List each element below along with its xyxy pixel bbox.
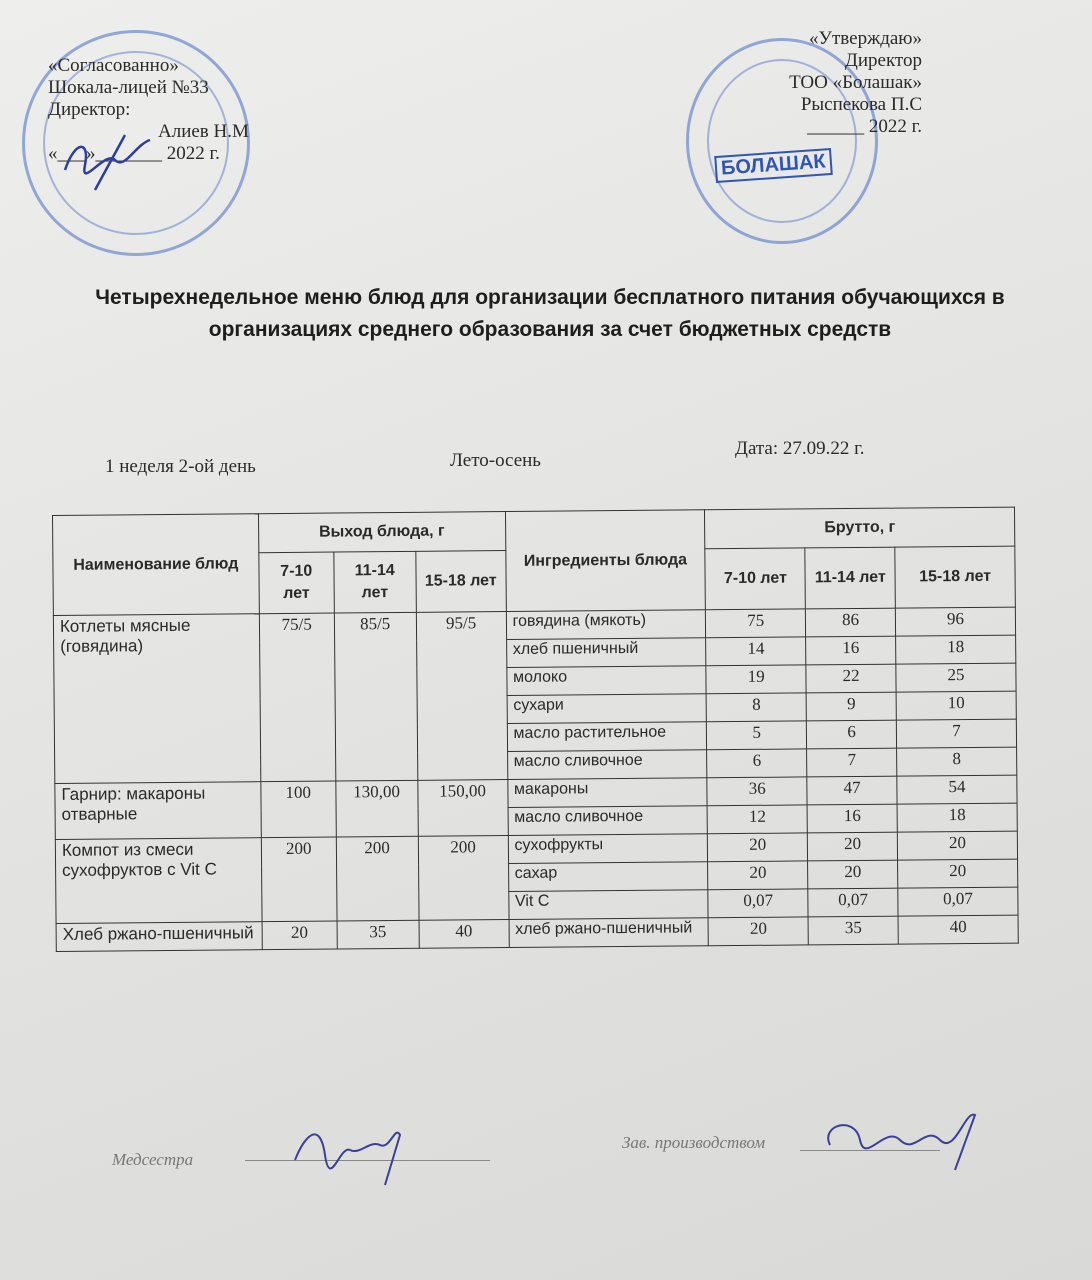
season: Лето-осень (450, 450, 541, 471)
approval-heading: «Утверждаю» (809, 28, 922, 49)
ingredient-gross: 75 (706, 609, 806, 638)
dish-yield: 150,00 (418, 780, 508, 837)
company-name: ТОО «Болашак» (789, 72, 922, 93)
dish-yield: 200 (261, 837, 337, 922)
dish-yield: 200 (336, 836, 419, 921)
ingredient-name: макароны (507, 778, 707, 808)
ingredient-gross: 0,07 (808, 888, 898, 917)
dish-yield: 40 (419, 920, 509, 949)
production-head-label: Зав. производством (622, 1133, 766, 1152)
dish-name: Компот из смеси сухофруктов с Vit C (55, 838, 262, 924)
ingredient-gross: 25 (896, 663, 1016, 692)
header-ingredients: Ингредиенты блюда (505, 510, 706, 612)
ingredient-name: масло сливочное (507, 750, 707, 780)
header-age: 15-18 лет (416, 551, 506, 613)
header-age: 11-14 лет (334, 551, 416, 613)
dish-name: Хлеб ржано-пшеничный (56, 922, 262, 952)
position-label: Директор: (48, 99, 131, 120)
ingredient-gross: 96 (895, 607, 1015, 636)
ingredient-gross: 86 (806, 608, 896, 637)
ingredient-name: молоко (506, 666, 706, 696)
ingredient-name: говядина (мякоть) (506, 610, 706, 640)
dish-yield: 20 (262, 921, 337, 950)
ingredient-gross: 22 (806, 664, 896, 693)
dish-yield: 85/5 (334, 612, 417, 781)
ingredient-name: хлеб ржано-пшеничный (509, 918, 709, 948)
ingredient-gross: 20 (708, 833, 808, 862)
ingredient-gross: 20 (898, 859, 1018, 888)
school-name: Шокала-лицей №33 (48, 77, 209, 98)
approval-heading: «Согласованно» (48, 55, 179, 76)
ingredient-gross: 6 (807, 720, 897, 749)
ingredient-gross: 8 (706, 693, 806, 722)
document-title: Четырехнедельное меню блюд для организации бесплатного питания обучающихся в организациях среднего образования за счет бюджетных средств (95, 286, 1005, 341)
ingredient-gross: 7 (896, 719, 1016, 748)
approval-date: «___»_______ 2022 г. (48, 143, 220, 164)
ingredient-gross: 20 (808, 860, 898, 889)
dish-yield: 95/5 (416, 612, 507, 781)
header-age: 7-10 лет (259, 552, 334, 614)
dish-yield: 200 (418, 836, 509, 921)
ingredient-gross: 12 (707, 805, 807, 834)
ingredient-gross: 16 (807, 804, 897, 833)
ingredient-gross: 19 (706, 665, 806, 694)
ingredient-gross: 14 (706, 637, 806, 666)
ingredient-gross: 6 (707, 749, 807, 778)
ingredient-name: масло сливочное (508, 806, 708, 836)
date: Дата: 27.09.22 г. (735, 438, 865, 459)
ingredient-gross: 10 (896, 691, 1016, 720)
menu-table-body (53, 607, 1018, 951)
ingredient-gross: 54 (897, 775, 1017, 804)
header-gross: Брутто, г (705, 507, 1015, 549)
ingredient-gross: 20 (708, 861, 808, 890)
director-signature-left (55, 130, 165, 200)
ingredient-name: Vit C (508, 890, 708, 920)
ingredient-gross: 8 (897, 747, 1017, 776)
nurse-signature (285, 1115, 415, 1195)
header-age: 15-18 лет (895, 546, 1015, 608)
director-name: Алиев Н.М (158, 121, 249, 142)
dish-name: Котлеты мясные (говядина) (53, 614, 260, 784)
header-dish-name: Наименование блюд (53, 514, 260, 616)
dish-yield: 35 (337, 920, 419, 949)
ingredient-name: сахар (508, 862, 708, 892)
nurse-label: Медсестра (112, 1150, 194, 1169)
ingredient-gross: 47 (807, 776, 897, 805)
director-name: Рыспекова П.С (800, 94, 922, 115)
ingredient-gross: 7 (807, 748, 897, 777)
dish-yield: 75/5 (259, 613, 335, 782)
ingredient-gross: 20 (897, 831, 1017, 860)
position-label: Директор (844, 50, 922, 71)
approval-date: ______ 2022 г. (807, 116, 922, 137)
ingredient-gross: 9 (806, 692, 896, 721)
stamp-logo-text: БОЛАШАК (714, 148, 832, 183)
dish-yield: 100 (261, 781, 336, 838)
approval-block-right (789, 28, 922, 138)
ingredient-gross: 35 (808, 916, 898, 945)
ingredient-name: хлеб пшеничный (506, 638, 706, 668)
ingredient-gross: 20 (808, 832, 898, 861)
menu-table (52, 507, 1019, 952)
ingredient-gross: 18 (897, 803, 1017, 832)
ingredient-name: сухофрукты (508, 834, 708, 864)
production-head-signature (815, 1105, 985, 1175)
ingredient-gross: 40 (898, 915, 1018, 944)
ingredient-gross: 0,07 (708, 889, 808, 918)
ingredient-gross: 18 (896, 635, 1016, 664)
ingredient-name: масло растительное (507, 722, 707, 752)
ingredient-gross: 20 (708, 917, 808, 946)
header-age: 11-14 лет (805, 547, 895, 609)
ingredient-gross: 16 (806, 636, 896, 665)
ingredient-gross: 5 (707, 721, 807, 750)
ingredient-gross: 36 (707, 777, 807, 806)
dish-name: Гарнир: макароны отварные (55, 782, 261, 840)
ingredient-gross: 0,07 (898, 887, 1018, 916)
dish-yield: 130,00 (336, 780, 418, 837)
header-age: 7-10 лет (705, 548, 805, 610)
week-day: 1 неделя 2-ой день (105, 456, 256, 477)
header-yield: Выход блюда, г (258, 512, 505, 553)
ingredient-name: сухари (507, 694, 707, 724)
